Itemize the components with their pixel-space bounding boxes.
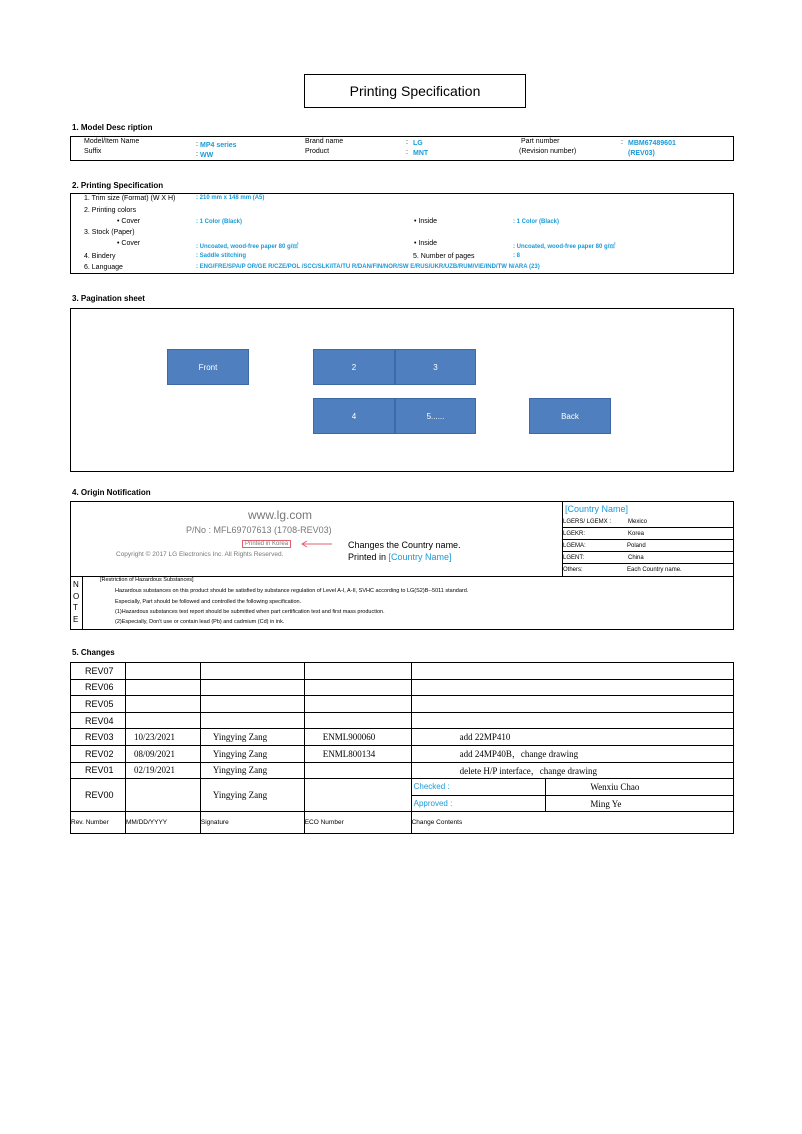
note-line-3: Especially, Part should be followed and controlled the following specification. bbox=[115, 599, 302, 605]
lg-url: www.lg.com bbox=[248, 508, 313, 522]
table-row bbox=[71, 679, 734, 696]
content-cell bbox=[411, 679, 733, 696]
table-row bbox=[71, 712, 734, 729]
table-footer-row bbox=[71, 812, 734, 834]
section-5-heading: 5. Changes bbox=[72, 648, 115, 657]
bindery-value-text: Saddle stitching bbox=[199, 253, 247, 259]
note-letter: O bbox=[73, 591, 80, 601]
colors-label: 2. Printing colors bbox=[84, 207, 137, 214]
rev-cell: REV03 bbox=[71, 729, 126, 746]
country-row bbox=[563, 552, 734, 564]
footer-date: MM/DD/YYYY bbox=[125, 812, 200, 834]
country-code: Others: bbox=[563, 567, 583, 573]
checked-label: Checked : bbox=[411, 779, 546, 796]
country-code: LGERS/ LGEMX : bbox=[563, 519, 612, 525]
part-number-text: P/No : MFL69707613 (1708-REV03) bbox=[186, 525, 332, 535]
content-cell bbox=[411, 663, 733, 680]
country-row bbox=[563, 516, 734, 528]
suffix-value: WW bbox=[200, 152, 214, 159]
signature-cell: Yingying Zang bbox=[200, 762, 304, 779]
note-letter: T bbox=[73, 603, 78, 612]
rev-cell: REV07 bbox=[71, 663, 126, 680]
signature-cell bbox=[200, 663, 304, 680]
language-value bbox=[196, 264, 540, 270]
inside-stock-label: • Inside bbox=[414, 240, 438, 247]
signature-cell: Yingying Zang bbox=[200, 745, 304, 762]
model-value: MP4 series bbox=[200, 142, 237, 149]
eco-cell: ENML900060 bbox=[304, 729, 411, 746]
stock-label: 3. Stock (Paper) bbox=[84, 229, 135, 236]
footer-eco: ECO Number bbox=[304, 812, 411, 834]
country-code: LGEMA: bbox=[563, 543, 586, 549]
rev-cell: REV05 bbox=[71, 696, 126, 713]
section-2-heading: 2. Printing Specification bbox=[72, 181, 164, 190]
colon: : bbox=[196, 141, 198, 148]
signature-cell: Yingying Zang bbox=[200, 729, 304, 746]
signature-cell: Yingying Zang bbox=[200, 779, 304, 812]
country-code: LGEKR: bbox=[563, 531, 586, 537]
cover-color-label: • Cover bbox=[117, 218, 141, 225]
trim-value bbox=[196, 195, 264, 201]
colon: : bbox=[513, 244, 515, 250]
printed-in-prefix: Printed in bbox=[348, 552, 389, 562]
suffix-label: Suffix bbox=[84, 148, 102, 155]
content-cell: add 22MP410 bbox=[411, 729, 733, 746]
section-3-heading: 3. Pagination sheet bbox=[72, 294, 145, 303]
section-4-heading: 4. Origin Notification bbox=[72, 488, 151, 497]
brand-value: LG bbox=[413, 140, 423, 147]
printing-spec-box bbox=[70, 193, 734, 274]
country-value: China bbox=[628, 555, 644, 561]
checked-value: Wenxiu Chao bbox=[546, 779, 734, 796]
note-label bbox=[73, 579, 79, 625]
content-cell bbox=[411, 696, 733, 713]
note-letter-divider bbox=[82, 576, 83, 630]
page-back: Back bbox=[529, 398, 611, 434]
cover-color-text: 1 Color (Black) bbox=[199, 219, 243, 225]
rev-cell: REV06 bbox=[71, 679, 126, 696]
content-cell: delete H/P interface，change drawing bbox=[411, 762, 733, 779]
product-value: MNT bbox=[413, 150, 429, 157]
section-1-heading: 1. Model Desc ription bbox=[72, 123, 153, 132]
note-line-1: [Restriction of Hazardous Substances] bbox=[100, 577, 194, 583]
country-header: [Country Name] bbox=[565, 504, 629, 514]
colon: : bbox=[196, 151, 198, 158]
inside-stock bbox=[513, 241, 615, 250]
country-value: Korea bbox=[628, 531, 645, 537]
country-code: LGENT: bbox=[563, 555, 585, 561]
country-row bbox=[563, 528, 734, 540]
page-front: Front bbox=[167, 349, 249, 385]
eco-cell bbox=[304, 779, 411, 812]
footer-signature: Signature bbox=[200, 812, 304, 834]
colon: : bbox=[196, 195, 198, 201]
approved-value: Ming Ye bbox=[546, 795, 734, 812]
table-row bbox=[71, 745, 734, 762]
pages-value-text: 8 bbox=[516, 253, 521, 259]
document-title: Printing Specification bbox=[304, 74, 526, 108]
inside-color bbox=[513, 219, 559, 225]
table-row bbox=[71, 779, 734, 796]
trim-value-text: 210 mm x 148 mm (A5) bbox=[199, 195, 265, 201]
part-value: MBM67489601 bbox=[628, 140, 676, 147]
cover-stock bbox=[196, 241, 298, 250]
pagination-box bbox=[70, 308, 734, 472]
colon: : bbox=[406, 149, 408, 156]
pages-label: 5. Number of pages bbox=[413, 253, 475, 260]
inside-color-label: • Inside bbox=[414, 218, 438, 225]
colon: : bbox=[196, 264, 198, 270]
date-cell: 10/23/2021 bbox=[125, 729, 200, 746]
bindery-value bbox=[196, 253, 246, 259]
inside-stock-text: Uncoated, wood-free paper 80 g/㎡ bbox=[516, 244, 616, 250]
country-name-placeholder: [Country Name] bbox=[388, 552, 452, 562]
signature-cell bbox=[200, 679, 304, 696]
footer-content: Change Contents bbox=[411, 812, 733, 834]
colon: : bbox=[406, 139, 408, 146]
country-row bbox=[563, 540, 734, 552]
date-cell bbox=[125, 679, 200, 696]
printed-in-korea-label: Printed in Korea bbox=[242, 540, 291, 548]
footer-rev: Rev. Number bbox=[71, 812, 126, 834]
changes-table bbox=[70, 662, 734, 834]
note-line-2: Hazardous substances on this product should be satisfied by substance regulation of Level A-I, A-II, SVHC according to LG(S2)B--5011 standard. bbox=[115, 588, 469, 594]
revision-value: (REV03) bbox=[628, 150, 655, 157]
inside-color-text: 1 Color (Black) bbox=[516, 219, 560, 225]
note-line-4: (1)Hazardous substances test report should be submitted when part certification test and first mass production. bbox=[115, 609, 385, 615]
language-label: 6. Language bbox=[84, 264, 123, 271]
page-4: 4 bbox=[313, 398, 395, 434]
eco-cell bbox=[304, 696, 411, 713]
page-3: 3 bbox=[395, 349, 476, 385]
revision-label: (Revision number) bbox=[519, 148, 577, 155]
colon: : bbox=[513, 219, 515, 225]
country-row bbox=[563, 564, 734, 576]
date-cell bbox=[125, 779, 200, 812]
colon: : bbox=[196, 244, 198, 250]
page-2: 2 bbox=[313, 349, 395, 385]
pointer-arrow-icon bbox=[300, 540, 332, 548]
table-row bbox=[71, 663, 734, 680]
eco-cell bbox=[304, 663, 411, 680]
signature-cell bbox=[200, 712, 304, 729]
note-line-5: (2)Especially, Don't use or contain lead (Pb) and cadmium (Cd) in ink. bbox=[115, 619, 285, 625]
colon: : bbox=[196, 219, 198, 225]
bindery-label: 4. Bindery bbox=[84, 253, 116, 260]
cover-color bbox=[196, 219, 242, 225]
country-value: Poland bbox=[627, 543, 646, 549]
approved-label: Approved : bbox=[411, 795, 546, 812]
trim-label: 1. Trim size (Format) (W X H) bbox=[84, 195, 176, 202]
rev-cell: REV01 bbox=[71, 762, 126, 779]
eco-cell bbox=[304, 712, 411, 729]
page-5: 5...... bbox=[395, 398, 476, 434]
country-value: Each Country name. bbox=[627, 567, 682, 573]
note-letter: N bbox=[73, 580, 79, 589]
table-row bbox=[71, 729, 734, 746]
brand-label: Brand name bbox=[305, 138, 344, 145]
date-cell bbox=[125, 696, 200, 713]
date-cell: 08/09/2021 bbox=[125, 745, 200, 762]
cover-stock-text: Uncoated, wood-free paper 80 g/㎡ bbox=[199, 244, 299, 250]
copyright-text: Copyright © 2017 LG Electronics Inc. All Rights Reserved. bbox=[116, 551, 284, 558]
table-row bbox=[71, 762, 734, 779]
language-value-text: ENG/FRE/SPA/P OR/GE R/CZE/POL /SCC/SLK/ITA/TU R/DAN/FIN/NOR/SW E/RUS/UKR/UZB/RUM/VIE/IND/TW N/ARA (23) bbox=[199, 264, 540, 270]
country-value: Mexico bbox=[628, 519, 648, 525]
note-letter: E bbox=[73, 614, 79, 624]
content-cell bbox=[411, 712, 733, 729]
part-label: Part number bbox=[521, 138, 560, 145]
product-label: Product bbox=[305, 148, 330, 155]
rev-cell: REV04 bbox=[71, 712, 126, 729]
date-cell: 02/19/2021 bbox=[125, 762, 200, 779]
rev-cell: REV02 bbox=[71, 745, 126, 762]
eco-cell: ENML800134 bbox=[304, 745, 411, 762]
colon: : bbox=[513, 253, 515, 259]
date-cell bbox=[125, 712, 200, 729]
country-table bbox=[563, 516, 734, 576]
changes-country-text: Changes the Country name. bbox=[348, 540, 461, 550]
signature-cell bbox=[200, 696, 304, 713]
model-label: Model/Item Name bbox=[84, 138, 140, 145]
table-row bbox=[71, 696, 734, 713]
eco-cell bbox=[304, 679, 411, 696]
cover-stock-label: • Cover bbox=[117, 240, 141, 247]
rev-cell: REV00 bbox=[71, 779, 126, 812]
printed-in-country-text bbox=[348, 552, 452, 562]
content-cell: add 24MP40B，change drawing bbox=[411, 745, 733, 762]
colon: : bbox=[621, 139, 623, 146]
pages-value bbox=[513, 253, 520, 259]
eco-cell bbox=[304, 762, 411, 779]
date-cell bbox=[125, 663, 200, 680]
colon: : bbox=[196, 253, 198, 259]
